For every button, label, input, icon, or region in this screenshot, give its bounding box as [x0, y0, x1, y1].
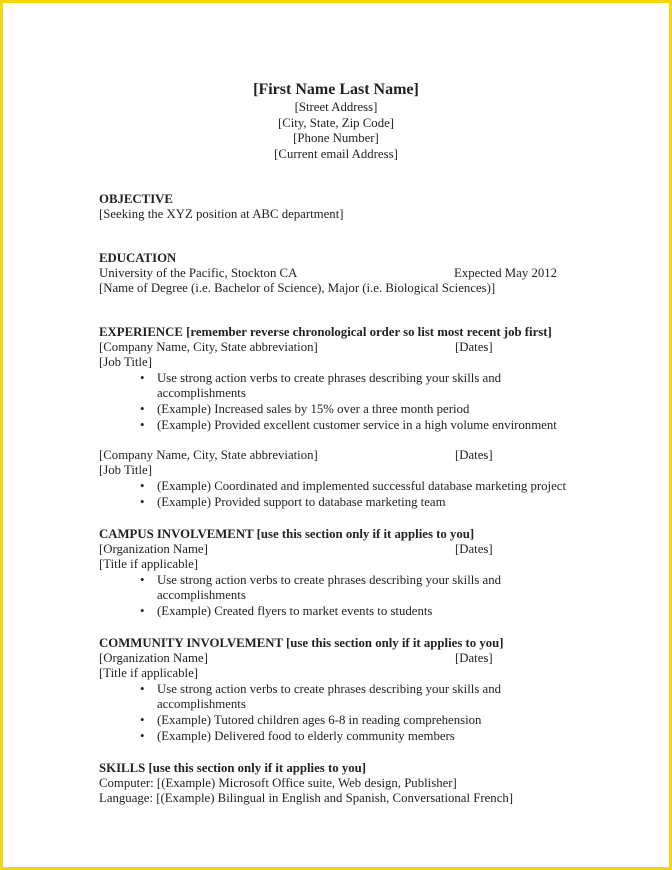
- applicant-name: [First Name Last Name]: [253, 81, 419, 98]
- language-skills: Language: [(Example) Bilingual in English and Spanish, Conversational French]: [99, 791, 514, 805]
- job-dates: [Dates]: [455, 340, 493, 354]
- list-item: • (Example) Increased sales by 15% over a three month period: [157, 402, 579, 417]
- experience-section: [99, 325, 579, 510]
- list-item: • (Example) Provided support to database marketing team: [157, 495, 579, 510]
- job-bullets: [99, 371, 579, 433]
- organization-name: [Organization Name]: [99, 651, 208, 665]
- job-title: [Job Title]: [99, 355, 152, 369]
- section-title-experience: EXPERIENCE [remember reverse chronological order so list most recent job first]: [99, 325, 552, 339]
- job-company-row: [99, 340, 579, 355]
- campus-dates: [Dates]: [455, 542, 493, 556]
- section-title-community: COMMUNITY INVOLVEMENT [use this section only if it applies to you]: [99, 636, 504, 650]
- graduation-date: Expected May 2012: [454, 266, 558, 280]
- list-item: • (Example) Coordinated and implemented successful database marketing project: [157, 479, 579, 494]
- job-company-row: [99, 448, 579, 463]
- resume-header: [99, 80, 573, 162]
- list-item: • (Example) Tutored children ages 6-8 in reading comprehension: [157, 713, 579, 728]
- campus-section: [99, 527, 579, 619]
- list-item: • (Example) Provided excellent customer service in a high volume environment: [157, 418, 579, 433]
- list-item: • (Example) Delivered food to elderly community members: [157, 729, 579, 744]
- community-section: [99, 636, 579, 744]
- community-role: [Title if applicable]: [99, 666, 199, 680]
- objective-section: [99, 192, 579, 222]
- list-item: • Use strong action verbs to create phrases describing your skills and accomplishments: [157, 371, 579, 401]
- phone-number: [Phone Number]: [293, 131, 379, 145]
- section-title-education: EDUCATION: [99, 251, 177, 265]
- job-dates: [Dates]: [455, 448, 493, 462]
- community-org-row: [99, 651, 579, 666]
- section-title-skills: SKILLS [use this section only if it applies to you]: [99, 761, 366, 775]
- education-school-row: [99, 266, 579, 281]
- degree-text: [Name of Degree (i.e. Bachelor of Science), Major (i.e. Biological Sciences)]: [99, 281, 496, 295]
- objective-text: [Seeking the XYZ position at ABC department]: [99, 207, 344, 221]
- company-name: [Company Name, City, State abbreviation]: [99, 340, 318, 354]
- community-bullets: [99, 682, 579, 744]
- job-entry: [99, 340, 579, 433]
- list-item: • Use strong action verbs to create phrases describing your skills and accomplishments: [157, 573, 579, 603]
- job-title: [Job Title]: [99, 463, 152, 477]
- computer-skills: Computer: [(Example) Microsoft Office suite, Web design, Publisher]: [99, 776, 457, 790]
- organization-name: [Organization Name]: [99, 542, 208, 556]
- section-title-campus: CAMPUS INVOLVEMENT [use this section only if it applies to you]: [99, 527, 475, 541]
- job-bullets: [99, 479, 579, 510]
- education-section: [99, 251, 579, 296]
- list-item: • (Example) Created flyers to market events to students: [157, 604, 579, 619]
- section-title-objective: OBJECTIVE: [99, 192, 173, 206]
- street-address: [Street Address]: [294, 100, 378, 114]
- email-address: [Current email Address]: [274, 146, 398, 161]
- job-entry: [99, 448, 579, 510]
- campus-org-row: [99, 542, 579, 557]
- list-item: • Use strong action verbs to create phrases describing your skills and accomplishments: [157, 682, 579, 712]
- company-name: [Company Name, City, State abbreviation]: [99, 448, 318, 462]
- resume-document: [99, 80, 579, 806]
- campus-bullets: [99, 573, 579, 619]
- campus-role: [Title if applicable]: [99, 557, 199, 571]
- spacer: [99, 434, 579, 448]
- school-name: University of the Pacific, Stockton CA: [99, 266, 298, 280]
- skills-section: [99, 761, 579, 806]
- city-state-zip: [City, State, Zip Code]: [277, 115, 395, 130]
- community-dates: [Dates]: [455, 651, 493, 665]
